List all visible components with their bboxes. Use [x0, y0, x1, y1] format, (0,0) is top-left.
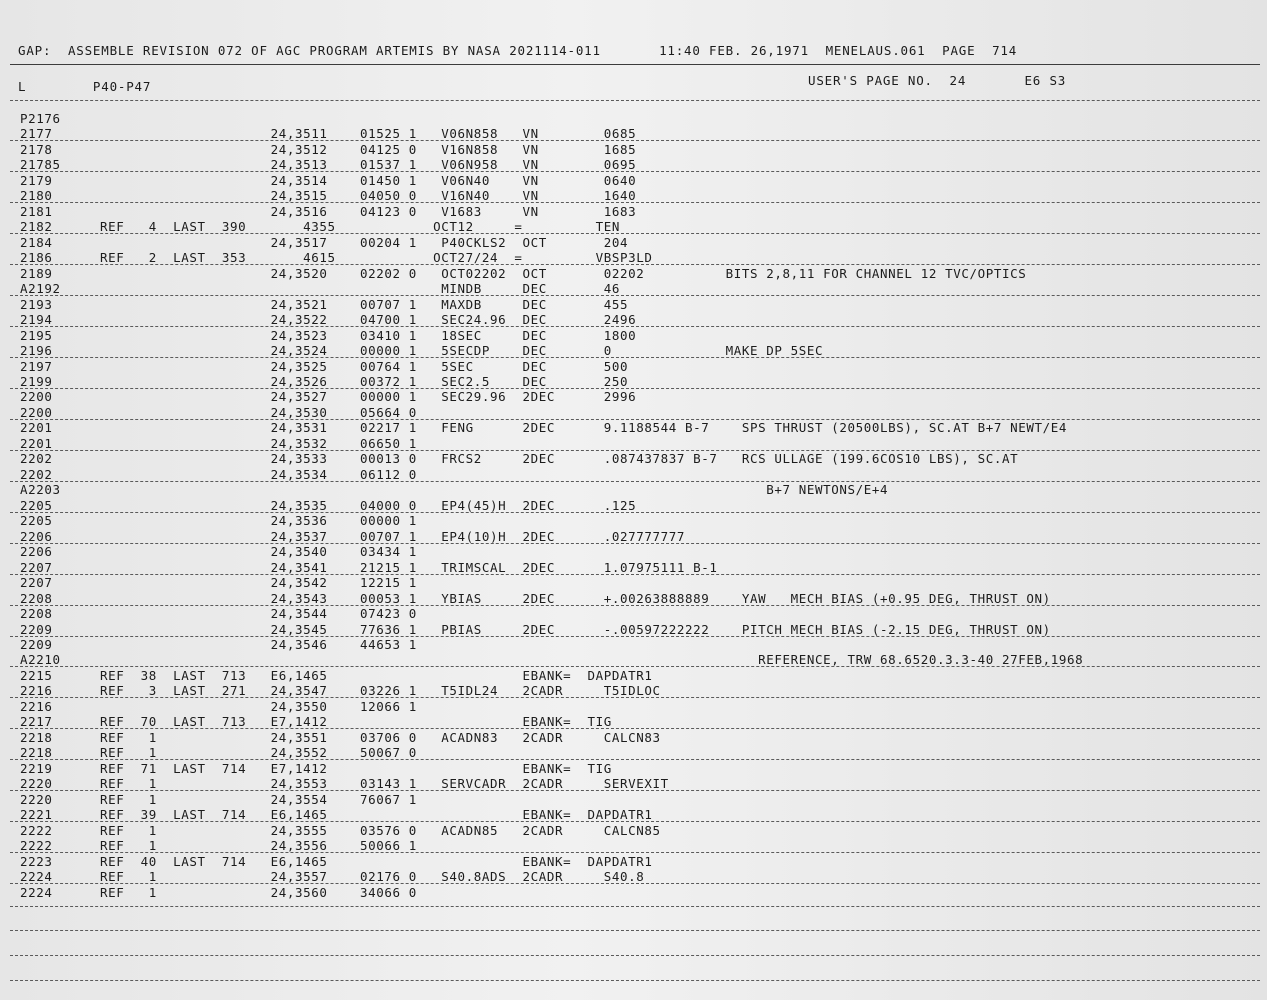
listing-text: 24,3531 02217 1 FENG 2DEC 9.1188544 B-7 SPS THRUST (20500LBS), SC.AT B+7 NEWT/E4: [100, 420, 1067, 436]
line-number: 2202: [20, 466, 53, 482]
line-number: 2180: [20, 188, 53, 204]
listing-text: 24,3520 02202 0 OCT02202 OCT 02202 BITS 2,8,11 FOR CHANNEL 12 TVC/OPTICS: [100, 265, 1027, 281]
line-number: 2207: [20, 559, 53, 575]
listing-text: 24,3546 44653 1: [100, 636, 417, 652]
listing-text: 24,3535 04000 0 EP4(45)H 2DEC .125: [100, 497, 637, 513]
line-number: 2200: [20, 389, 53, 405]
header-subtitle-right: USER'S PAGE NO. 24 E6 S3: [808, 73, 1067, 88]
line-number: 2205: [20, 497, 53, 513]
listing-text: 24,3525 00764 1 5SEC DEC 500: [100, 358, 629, 374]
listing-text: 24,3516 04123 0 V1683 VN 1683: [100, 203, 637, 219]
listing-text: 24,3540 03434 1: [100, 544, 417, 560]
line-number: 2222: [20, 838, 53, 854]
listing-text: REF 1 24,3551 03706 0 ACADN83 2CADR CALCN83: [100, 729, 661, 745]
listing-text: REF 1 24,3553 03143 1 SERVCADR 2CADR SERVEXIT: [100, 776, 669, 792]
line-number: 2201: [20, 435, 53, 451]
listing-text: REF 1 24,3557 02176 0 S40.8ADS 2CADR S40.8: [100, 869, 645, 885]
line-number: 2216: [20, 698, 53, 714]
listing-text: REF 1 24,3552 50067 0: [100, 745, 417, 761]
line-number: P2176: [20, 111, 61, 126]
rule: [10, 100, 1260, 101]
rule: [10, 295, 1260, 296]
line-number: 2224: [20, 884, 53, 900]
listing-text: 24,3521 00707 1 MAXDB DEC 455: [100, 296, 629, 312]
line-number: 2179: [20, 172, 53, 188]
listing-text: 24,3545 77636 1 PBIAS 2DEC -.00597222222 PITCH MECH BIAS (-2.15 DEG, THRUST ON): [100, 621, 1051, 637]
line-number: 2218: [20, 729, 53, 745]
rule: [10, 883, 1260, 884]
listing-text: REF 1 24,3554 76067 1: [100, 791, 417, 807]
listing-text: 24,3517 00204 1 P40CKLS2 OCT 204: [100, 234, 629, 250]
listing-text: 24,3524 00000 1 5SECDP DEC 0 MAKE DP 5SEC: [100, 343, 824, 359]
line-number: 2202: [20, 451, 53, 467]
listing-text: MINDB DEC 46: [100, 281, 621, 297]
listing-text: REF 70 LAST 713 E7,1412 EBANK= TIG: [100, 714, 612, 730]
line-number: 2200: [20, 404, 53, 420]
line-number: A2203: [20, 482, 61, 498]
listing-text: 24,3534 06112 0: [100, 466, 417, 482]
line-number: 2223: [20, 853, 53, 869]
line-number: 2184: [20, 234, 53, 250]
rule: [10, 326, 1260, 327]
rule: [10, 930, 1260, 931]
line-number: 2215: [20, 667, 53, 683]
listing-text: 24,3514 01450 1 V06N40 VN 0640: [100, 172, 637, 188]
line-number: 2181: [20, 203, 53, 219]
listing-text: B+7 NEWTONS/E+4: [100, 482, 889, 498]
listing-text: 24,3522 04700 1 SEC24.96 DEC 2496: [100, 312, 637, 328]
listing-text: REF 39 LAST 714 E6,1465 EBANK= DAPDATR1: [100, 807, 653, 823]
line-number: 2216: [20, 683, 53, 699]
listing-text: REF 1 24,3556 50066 1: [100, 838, 417, 854]
rule: [10, 906, 1260, 907]
listing-text: 24,3512 04125 0 V16N858 VN 1685: [100, 141, 637, 157]
line-number: A2192: [20, 281, 61, 297]
listing-text: 24,3532 06650 1: [100, 435, 417, 451]
listing-text: 24,3533 00013 0 FRCS2 2DEC .087437837 B-7 RCS ULLAGE (199.6COS10 LBS), SC.AT: [100, 451, 1019, 467]
rule: [10, 357, 1260, 358]
rule: [10, 852, 1260, 853]
line-number: 2222: [20, 822, 53, 838]
rule: [10, 980, 1260, 981]
listing-text: REFERENCE, TRW 68.6520.3.3-40 27FEB,1968: [100, 652, 1084, 668]
listing-text: REF 1 24,3555 03576 0 ACADN85 2CADR CALCN85: [100, 822, 661, 838]
listing-text: REF 1 24,3560 34066 0: [100, 884, 417, 900]
header-subtitle-left: L P40-P47: [18, 79, 152, 94]
line-number: 2209: [20, 636, 53, 652]
listing-text: REF 2 LAST 353 4615 OCT27/24 = VBSP3LD: [100, 250, 653, 266]
line-number: 2195: [20, 327, 53, 343]
listing-text: 24,3536 00000 1: [100, 513, 417, 529]
line-number: 2224: [20, 869, 53, 885]
line-number: A2210: [20, 652, 61, 668]
line-number: 2182: [20, 219, 53, 235]
line-number: 2209: [20, 621, 53, 637]
line-number: 2208: [20, 590, 53, 606]
line-number: 2220: [20, 776, 53, 792]
line-number: 2221: [20, 807, 53, 823]
line-number: 2197: [20, 358, 53, 374]
listing-text: 24,3526 00372 1 SEC2.5 DEC 250: [100, 373, 629, 389]
line-number: 2220: [20, 791, 53, 807]
line-number: 2208: [20, 606, 53, 622]
line-number: 2177: [20, 126, 53, 142]
listing-text: 24,3542 12215 1: [100, 575, 417, 591]
line-number: 2207: [20, 575, 53, 591]
rule: [10, 821, 1260, 822]
line-number: 21785: [20, 157, 61, 173]
listing-text: 24,3511 01525 1 V06N858 VN 0685: [100, 126, 637, 142]
listing-text: REF 3 LAST 271 24,3547 03226 1 T5IDL24 2CADR T5IDLOC: [100, 683, 661, 699]
line-number: 2218: [20, 745, 53, 761]
listing-text: 24,3550 12066 1: [100, 698, 417, 714]
listing-text: REF 40 LAST 714 E6,1465 EBANK= DAPDATR1: [100, 853, 653, 869]
header-title: GAP: ASSEMBLE REVISION 072 OF AGC PROGRAM ARTEMIS BY NASA 2021114-011 11:40 FEB. 26,1971 MENELAUS.061 PAGE 714: [18, 43, 1018, 58]
rule: [10, 955, 1260, 956]
line-number: 2219: [20, 760, 53, 776]
line-number: 2199: [20, 373, 53, 389]
line-number: 2189: [20, 265, 53, 281]
line-number: 2206: [20, 528, 53, 544]
listing-text: 24,3513 01537 1 V06N958 VN 0695: [100, 157, 637, 173]
line-number: 2178: [20, 141, 53, 157]
listing-text: 24,3537 00707 1 EP4(10)H 2DEC .027777777: [100, 528, 686, 544]
line-number: 2196: [20, 343, 53, 359]
listing-text: 24,3544 07423 0: [100, 606, 417, 622]
listing-text: 24,3523 03410 1 18SEC DEC 1800: [100, 327, 637, 343]
line-number: 2201: [20, 420, 53, 436]
line-number: 2205: [20, 513, 53, 529]
listing-text: REF 71 LAST 714 E7,1412 EBANK= TIG: [100, 760, 612, 776]
listing-text: 24,3543 00053 1 YBIAS 2DEC +.00263888889 YAW MECH BIAS (+0.95 DEG, THRUST ON): [100, 590, 1051, 606]
listing-text: REF 4 LAST 390 4355 OCT12 = TEN: [100, 219, 621, 235]
listing-text: 24,3530 05664 0: [100, 404, 417, 420]
line-number: 2217: [20, 714, 53, 730]
header-divider: [10, 64, 1260, 65]
line-number: 2206: [20, 544, 53, 560]
listing-text: 24,3515 04050 0 V16N40 VN 1640: [100, 188, 637, 204]
listing-text: REF 38 LAST 713 E6,1465 EBANK= DAPDATR1: [100, 667, 653, 683]
line-number: 2194: [20, 312, 53, 328]
listing-text: 24,3527 00000 1 SEC29.96 2DEC 2996: [100, 389, 637, 405]
listing-text: 24,3541 21215 1 TRIMSCAL 2DEC 1.07975111 B-1: [100, 559, 718, 575]
line-number: 2186: [20, 250, 53, 266]
line-number: 2193: [20, 296, 53, 312]
